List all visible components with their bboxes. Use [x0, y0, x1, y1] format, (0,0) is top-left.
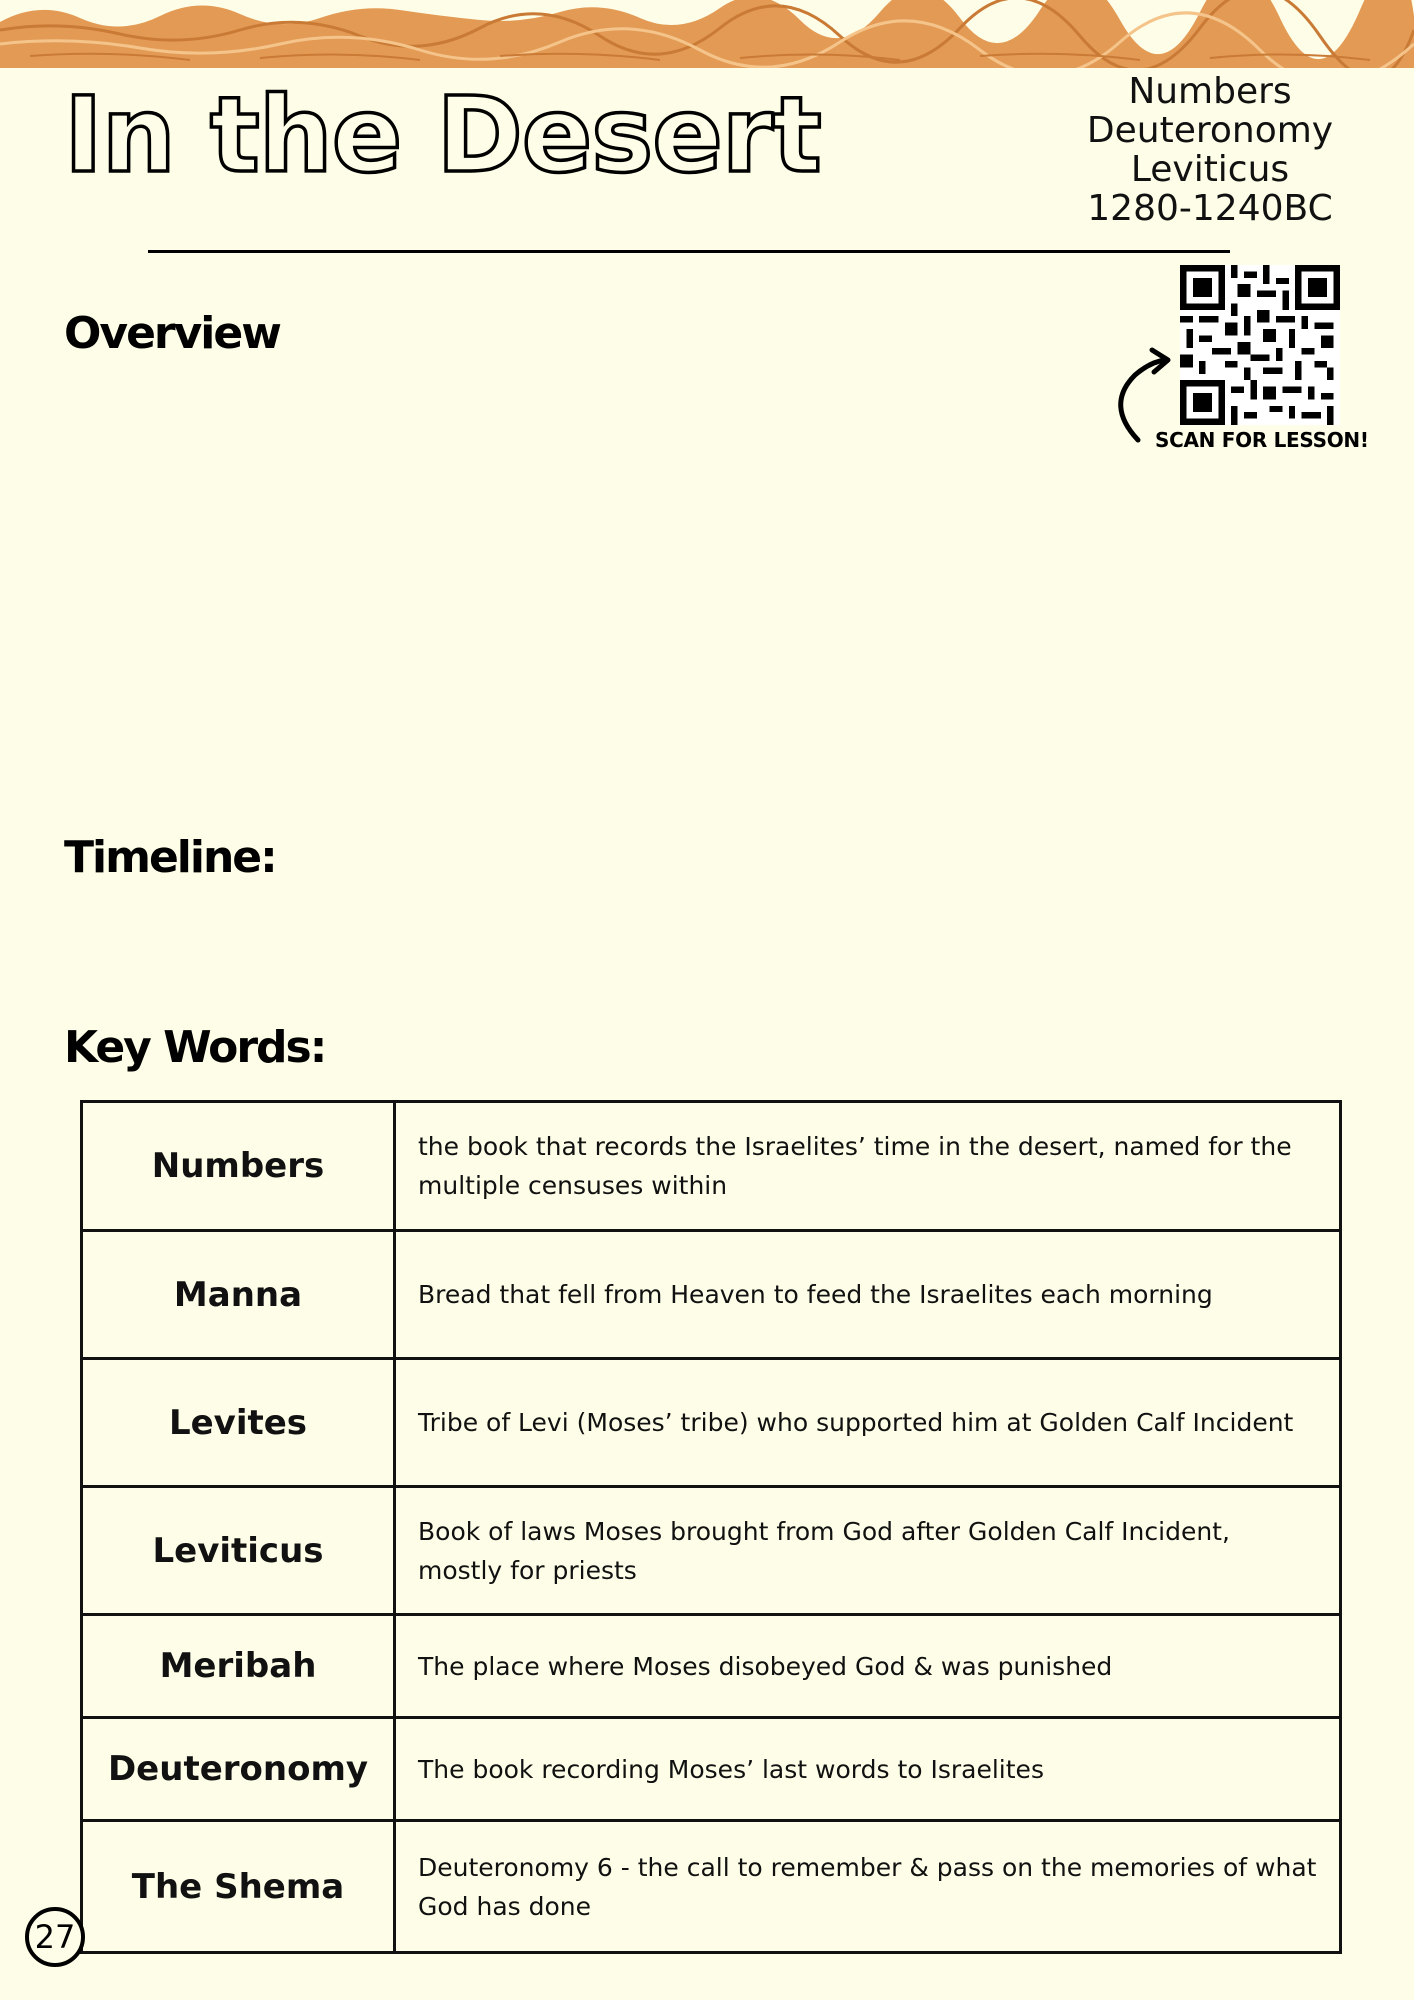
key-word-term: Deuteronomy	[82, 1718, 395, 1821]
page-number: 27	[25, 1907, 85, 1967]
table-row	[82, 1102, 1341, 1231]
key-word-definition: The book recording Moses’ last words to Israelites	[395, 1718, 1341, 1821]
key-word-definition: the book that records the Israelites’ time in the desert, named for the multiple censuses within	[395, 1102, 1341, 1231]
desert-banner-image	[0, 0, 1414, 68]
books-and-dates	[1060, 72, 1360, 228]
table-row	[82, 1821, 1341, 1953]
table-row	[82, 1487, 1341, 1615]
book-numbers: Numbers	[1128, 71, 1292, 112]
table-row	[82, 1359, 1341, 1487]
key-word-definition: Tribe of Levi (Moses’ tribe) who supported him at Golden Calf Incident	[395, 1359, 1341, 1487]
key-word-definition: The place where Moses disobeyed God & was punished	[395, 1615, 1341, 1718]
key-words-heading: Key Words:	[64, 1022, 326, 1073]
key-word-definition: Deuteronomy 6 - the call to remember & pass on the memories of what God has done	[395, 1821, 1341, 1953]
key-word-term: Meribah	[82, 1615, 395, 1718]
key-word-term: Numbers	[82, 1102, 395, 1231]
page-title: In the Desert	[64, 74, 821, 196]
overview-heading: Overview	[64, 308, 280, 359]
table-row	[82, 1615, 1341, 1718]
date-range: 1280-1240BC	[1087, 188, 1333, 229]
book-deuteronomy: Deuteronomy	[1086, 110, 1334, 151]
key-word-term: The Shema	[82, 1821, 395, 1953]
key-word-definition: Bread that fell from Heaven to feed the Israelites each morning	[395, 1231, 1341, 1359]
key-word-definition: Book of laws Moses brought from God after Golden Calf Incident, mostly for priests	[395, 1487, 1341, 1615]
title-divider	[148, 250, 1230, 253]
table-row	[82, 1231, 1341, 1359]
table-row	[82, 1718, 1341, 1821]
key-word-term: Leviticus	[82, 1487, 395, 1615]
key-word-term: Levites	[82, 1359, 395, 1487]
timeline-heading: Timeline:	[64, 832, 276, 883]
qr-code-icon[interactable]	[1180, 265, 1340, 425]
scan-for-lesson-label: SCAN FOR LESSON!	[1155, 428, 1369, 452]
key-words-table	[80, 1100, 1342, 1954]
book-leviticus: Leviticus	[1130, 149, 1290, 190]
key-word-term: Manna	[82, 1231, 395, 1359]
